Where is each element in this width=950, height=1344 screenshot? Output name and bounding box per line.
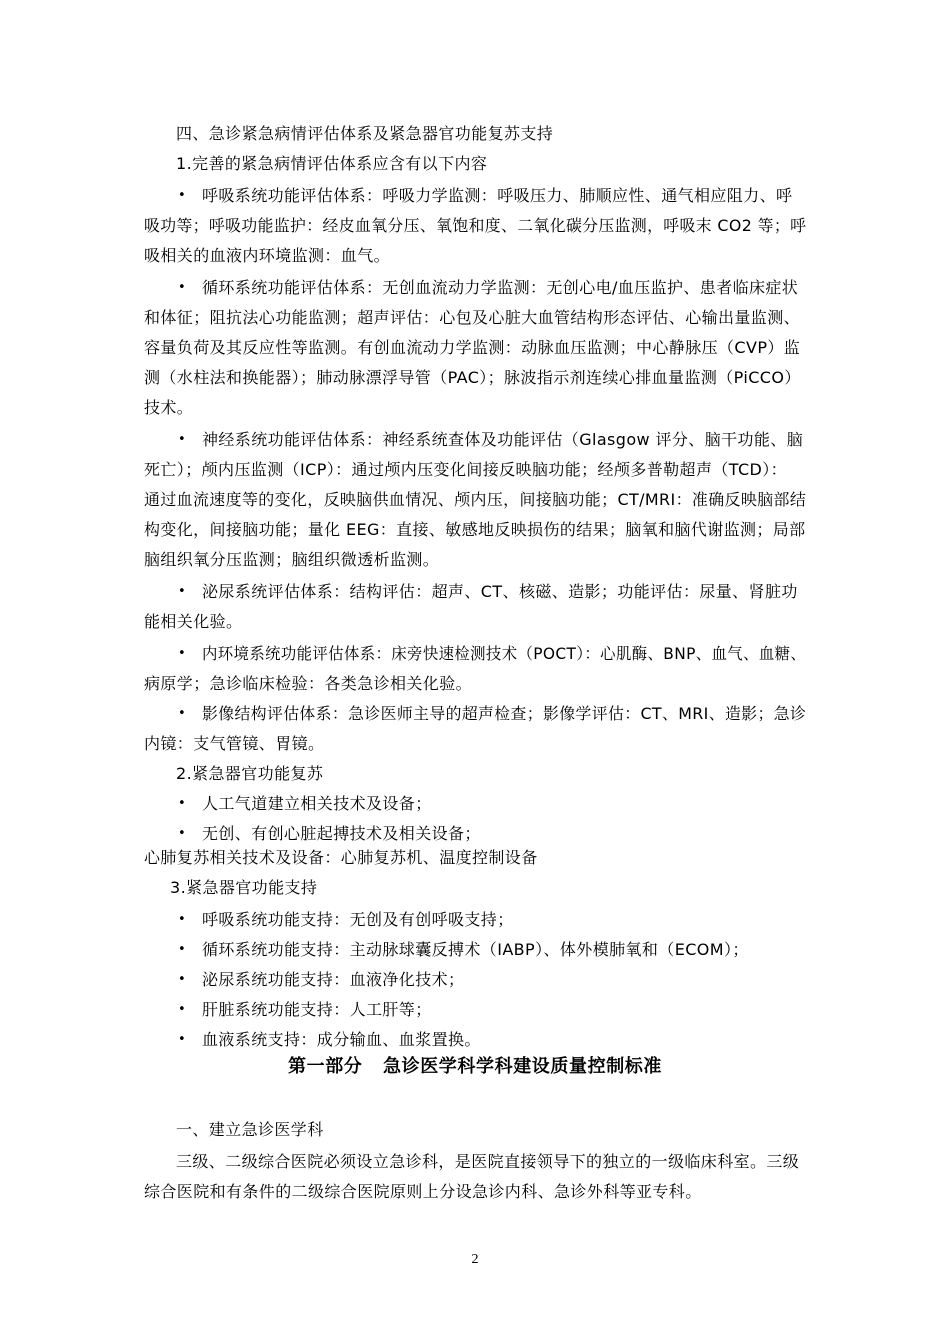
- bullet-icon: •: [178, 706, 186, 721]
- section-heading: 四、急诊紧急病情评估体系及紧急器官功能复苏支持: [176, 124, 554, 143]
- bullet-icon: •: [178, 942, 186, 957]
- item-line: 能相关化验。: [144, 612, 243, 631]
- bullet-icon: •: [178, 972, 186, 987]
- paragraph-line: 三级、二级综合医院必须设立急诊科，是医院直接领导下的独立的一级临床科室。三级: [176, 1152, 800, 1171]
- list-item: 人工气道建立相关技术及设备；: [202, 794, 432, 813]
- bullet-icon: •: [178, 188, 186, 203]
- part-title: 第一部分 急诊医学科学科建设质量控制标准: [288, 1056, 662, 1077]
- item-line: 内镜：支气管镜、胃镜。: [144, 734, 325, 753]
- subsection-heading-1: 1.完善的紧急病情评估体系应含有以下内容: [176, 154, 488, 173]
- item-line: 脑组织氧分压监测；脑组织微透析监测。: [144, 550, 440, 569]
- page-number: 2: [471, 1252, 479, 1267]
- bullet-icon: •: [178, 432, 186, 447]
- item-line: 容量负荷及其反应性等监测。有创血流动力学监测：动脉血压监测；中心静脉压（CVP）监: [144, 338, 801, 357]
- list-item: 血液系统支持：成分输血、血浆置换。: [202, 1030, 481, 1049]
- list-item: 泌尿系统功能支持：血液净化技术；: [202, 970, 465, 989]
- item-line: 通过血流速度等的变化，反映脑供血情况、颅内压，间接脑功能；CT/MRI：准确反映脑部结: [144, 490, 807, 509]
- item-line: 吸相关的血液内环境监测：血气。: [144, 246, 391, 265]
- item-line: 测（水柱法和换能器）；肺动脉漂浮导管（PAC）；脉波指示剂连续心排血量监测（PiCCO）: [144, 368, 801, 387]
- item-line: 和体征；阻抗法心功能监测；超声评估：心包及心脏大血管结构形态评估、心输出量监测、: [144, 308, 801, 327]
- item-line: 病原学；急诊临床检验：各类急诊相关化验。: [144, 674, 473, 693]
- item-line: 构变化，间接脑功能；量化 EEG：直接、敏感地反映损伤的结果；脑氧和脑代谢监测；局部: [144, 520, 806, 539]
- bullet-icon: •: [178, 796, 186, 811]
- item-line: 内环境系统功能评估体系：床旁快速检测技术（POCT）：心肌酶、BNP、血气、血糖、: [202, 644, 807, 663]
- list-item: 肝脏系统功能支持：人工肝等；: [202, 1000, 432, 1019]
- bullet-icon: •: [178, 280, 186, 295]
- item-line: 吸功等；呼吸功能监护：经皮血氧分压、氧饱和度、二氧化碳分压监测，呼吸末 CO2 等；呼: [144, 216, 807, 235]
- paragraph-line: 综合医院和有条件的二级综合医院原则上分设急诊内科、急诊外科等亚专科。: [144, 1182, 702, 1201]
- item-line: 死亡）；颅内压监测（ICP）：通过颅内压变化间接反映脑功能；经颅多普勒超声（TCD）：: [144, 460, 788, 479]
- list-item: 循环系统功能支持：主动脉球囊反搏术（IABP）、体外模肺氧和（ECOM）；: [202, 940, 749, 959]
- item-line: 泌尿系统评估体系：结构评估：超声、CT、核磁、造影；功能评估：尿量、肾脏功: [202, 582, 798, 601]
- bullet-icon: •: [178, 1002, 186, 1017]
- bullet-icon: •: [178, 646, 186, 661]
- subsection-heading-2: 2.紧急器官功能复苏: [176, 764, 324, 783]
- item-line: 神经系统功能评估体系：神经系统查体及功能评估（Glasgow 评分、脑干功能、脑: [202, 430, 804, 449]
- item-line: 循环系统功能评估体系：无创血流动力学监测：无创心电/血压监护、患者临床症状: [202, 278, 799, 297]
- bullet-icon: •: [178, 826, 186, 841]
- bullet-icon: •: [178, 584, 186, 599]
- list-item: 呼吸系统功能支持：无创及有创呼吸支持；: [202, 910, 514, 929]
- bullet-icon: •: [178, 912, 186, 927]
- section-heading: 一、建立急诊医学科: [176, 1120, 324, 1139]
- item-line: 呼吸系统功能评估体系：呼吸力学监测：呼吸压力、肺顺应性、通气相应阻力、呼: [202, 186, 793, 205]
- item-line: 技术。: [144, 398, 194, 417]
- bullet-icon: •: [178, 1032, 186, 1047]
- subsection-heading-3: 3.紧急器官功能支持: [170, 878, 318, 897]
- list-item: 无创、有创心脏起搏技术及相关设备；: [202, 824, 481, 843]
- list-item: 心肺复苏相关技术及设备：心肺复苏机、温度控制设备: [144, 848, 538, 867]
- item-line: 影像结构评估体系：急诊医师主导的超声检查；影像学评估：CT、MRI、造影；急诊: [202, 704, 807, 723]
